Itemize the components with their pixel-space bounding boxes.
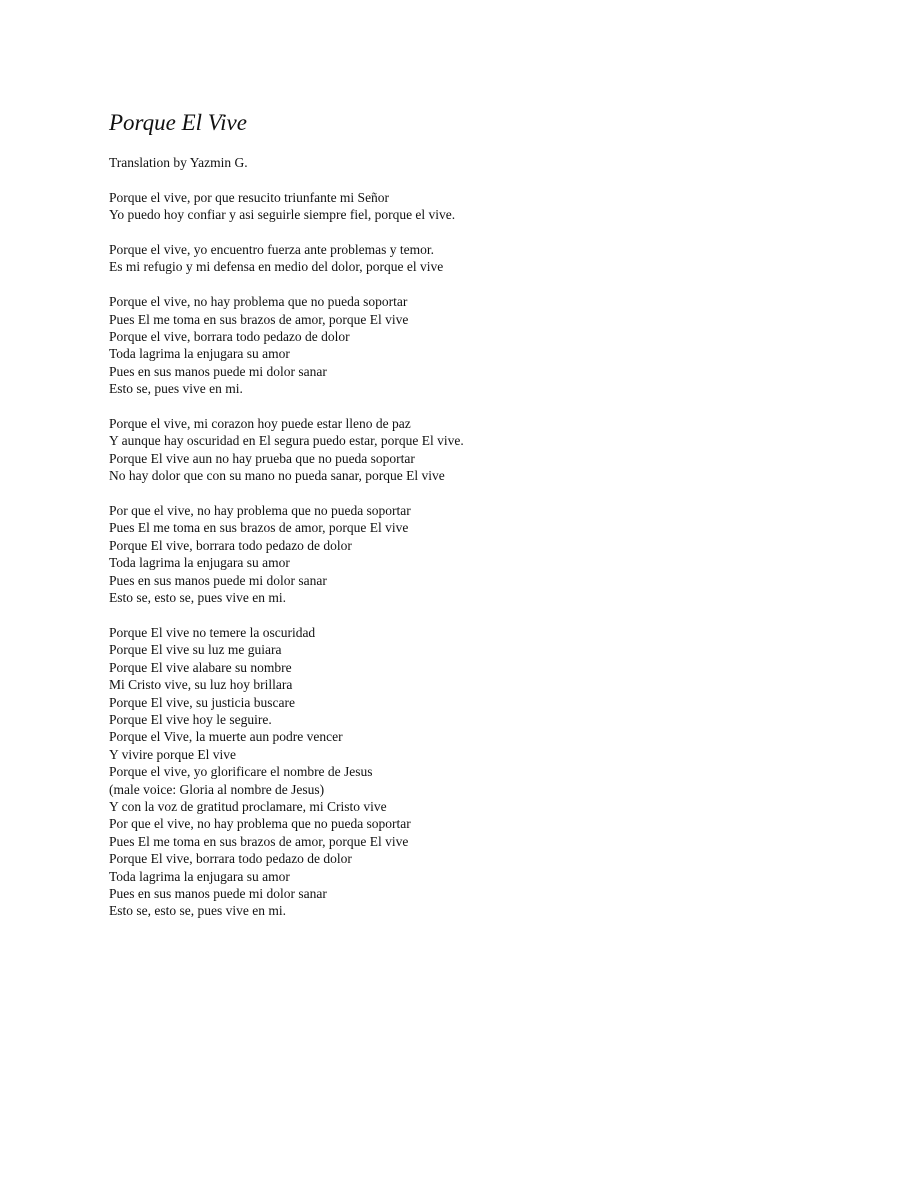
lyric-line: Y aunque hay oscuridad en El segura puedo estar, porque El vive. (109, 433, 464, 449)
lyric-line: Porque El vive no temere la oscuridad (109, 624, 316, 640)
lyric-line: Toda lagrima la enjugara su amor (109, 346, 290, 362)
lyric-line: Pues El me toma en sus brazos de amor, porque El vive (109, 520, 409, 536)
stanza-6 (109, 624, 869, 920)
lyric-line: Porque El vive, su justicia buscare (109, 694, 295, 710)
lyric-line: Porque el vive, no hay problema que no pueda soportar (109, 294, 408, 310)
lyric-line: Porque el vive, yo encuentro fuerza ante problemas y temor. (109, 242, 435, 257)
lyric-line: Porque el vive, mi corazon hoy puede estar lleno de paz (109, 416, 411, 432)
document-page (109, 108, 869, 937)
translation-credit: Translation by Yazmin G. (109, 155, 248, 170)
stanza-5 (109, 502, 869, 606)
lyric-line: Porque El vive, borrara todo pedazo de dolor (109, 537, 352, 553)
lyric-line: Yo puedo hoy confiar y asi seguirle siempre fiel, porque el vive. (109, 207, 456, 223)
lyric-line: Mi Cristo vive, su luz hoy brillara (109, 677, 293, 693)
lyric-line: Esto se, pues vive en mi. (109, 381, 243, 397)
lyric-line: (male voice: Gloria al nombre de Jesus) (109, 781, 325, 797)
lyric-line: Es mi refugio y mi defensa en medio del dolor, porque el vive (109, 259, 444, 275)
lyric-line: Pues en sus manos puede mi dolor sanar (109, 885, 327, 901)
lyric-line: Y vivire porque El vive (109, 746, 236, 762)
lyric-line: Esto se, esto se, pues vive en mi. (109, 903, 286, 919)
lyric-line: Porque el Vive, la muerte aun podre vencer (109, 729, 343, 745)
lyric-line: Porque el vive, borrara todo pedazo de dolor (109, 329, 350, 345)
lyric-line: Porque el vive, por que resucito triunfante mi Señor (109, 189, 390, 205)
lyric-line: Porque El vive, borrara todo pedazo de dolor (109, 851, 352, 867)
lyric-line: Por que el vive, no hay problema que no pueda soportar (109, 503, 411, 519)
lyric-line: Porque el vive, yo glorificare el nombre de Jesus (109, 764, 373, 780)
stanza-4 (109, 415, 869, 485)
lyric-line: Porque El vive alabare su nombre (109, 659, 292, 675)
lyric-line: Por que el vive, no hay problema que no pueda soportar (109, 816, 411, 832)
lyric-line: Toda lagrima la enjugara su amor (109, 868, 290, 884)
lyric-line: Esto se, esto se, pues vive en mi. (109, 590, 286, 606)
lyric-line: Pues El me toma en sus brazos de amor, porque El vive (109, 311, 409, 327)
stanza-1 (109, 189, 869, 224)
lyric-line: Porque El vive aun no hay prueba que no pueda soportar (109, 450, 415, 466)
lyric-line: Pues en sus manos puede mi dolor sanar (109, 572, 327, 588)
stanza-2 (109, 241, 869, 276)
lyric-line: Pues El me toma en sus brazos de amor, porque El vive (109, 833, 409, 849)
lyric-line: Porque El vive su luz me guiara (109, 642, 282, 658)
document-title: Porque El Vive (109, 110, 247, 135)
lyric-line: Y con la voz de gratitud proclamare, mi Cristo vive (109, 798, 387, 814)
lyric-line: No hay dolor que con su mano no pueda sanar, porque El vive (109, 468, 445, 484)
lyric-line: Porque El vive hoy le seguire. (109, 711, 272, 727)
lyric-line: Toda lagrima la enjugara su amor (109, 555, 290, 571)
lyric-line: Pues en sus manos puede mi dolor sanar (109, 363, 327, 379)
stanza-3 (109, 293, 869, 397)
